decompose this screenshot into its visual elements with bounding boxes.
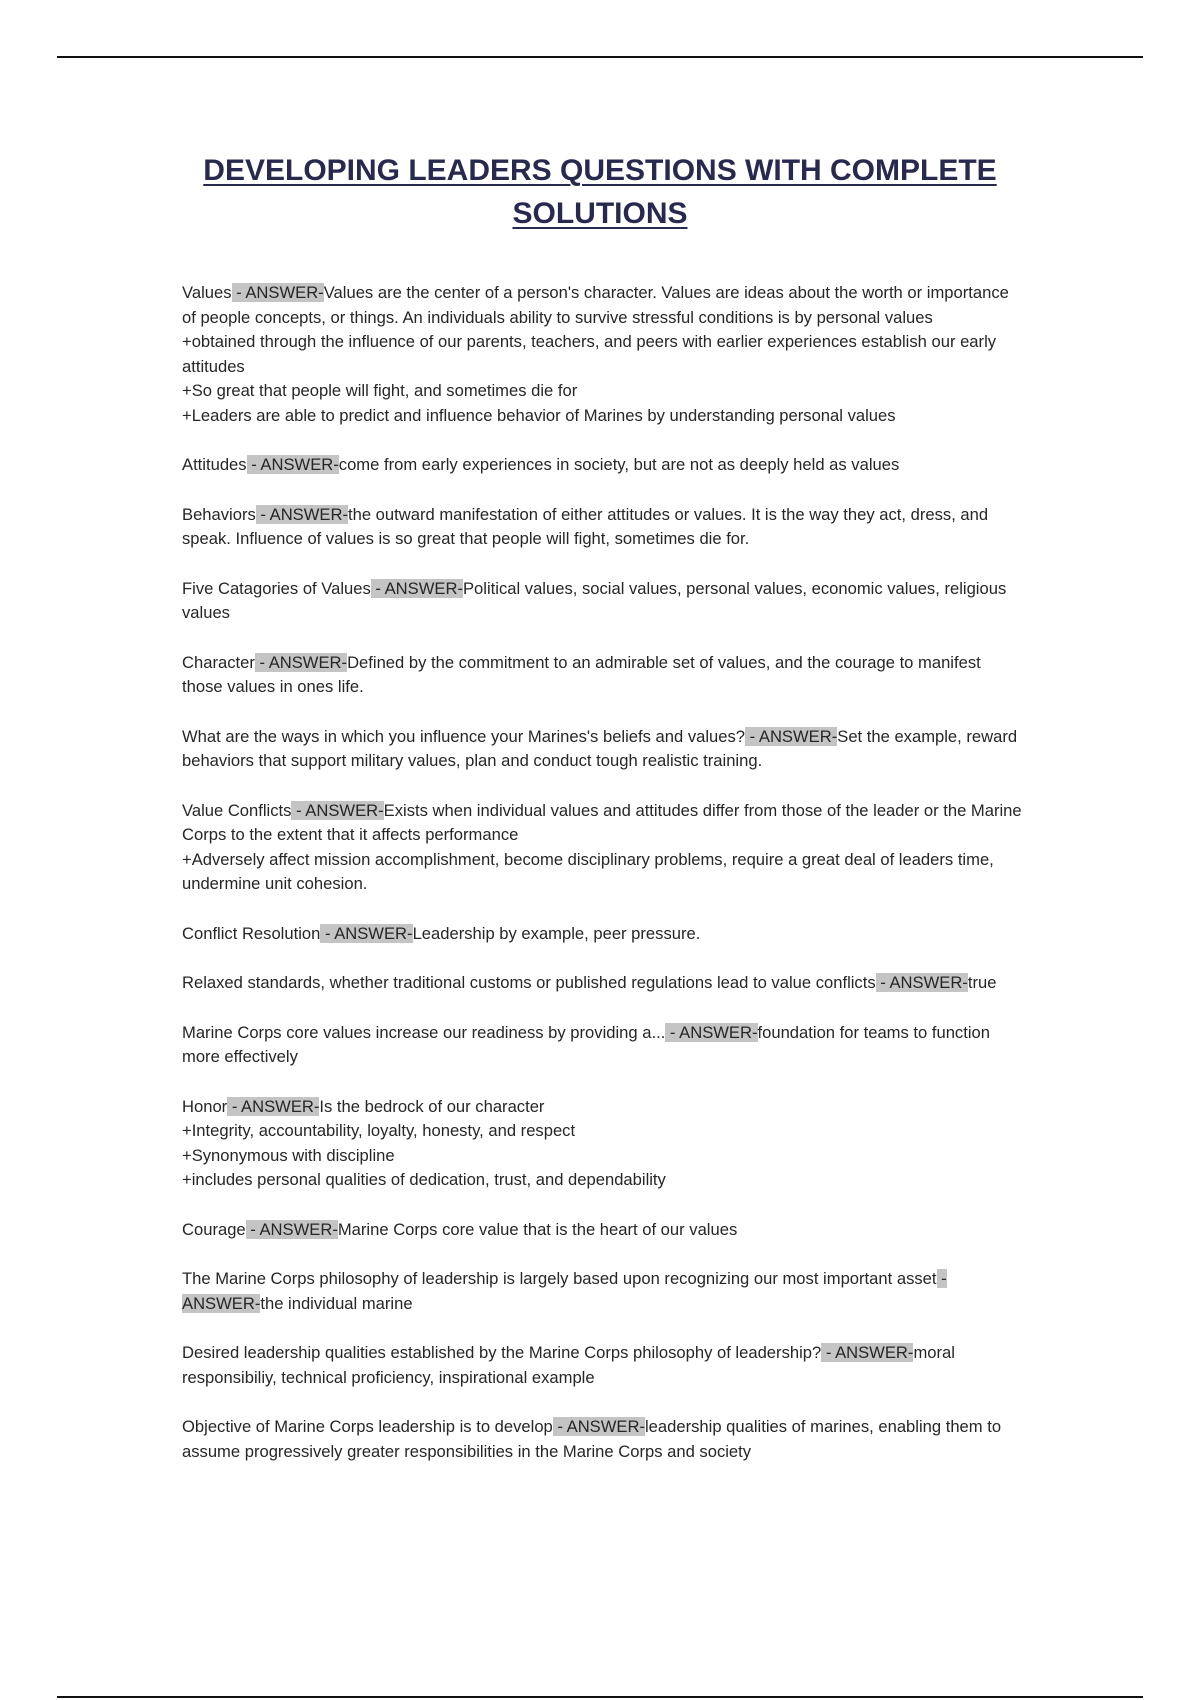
answer-extra-line: +So great that people will fight, and sometimes die for xyxy=(182,381,578,400)
question-text: What are the ways in which you influence your Marines's beliefs and values? xyxy=(182,726,746,746)
qa-item xyxy=(182,651,1022,700)
answer-text: Is the bedrock of our character xyxy=(319,1096,545,1116)
answer-extra-line: +Adversely affect mission accomplishment, become disciplinary problems, require a great deal of leaders time, undermine unit cohesion. xyxy=(182,849,994,893)
question-text: Behaviors xyxy=(182,504,256,524)
answer-text: Defined by the commitment to an admirable set of values, and the courage to manifest those values in ones life. xyxy=(182,652,981,696)
bottom-rule xyxy=(57,1696,1143,1698)
qa-first-line xyxy=(182,1218,1022,1243)
answer-text: true xyxy=(967,973,997,992)
question-text: Courage xyxy=(182,1219,246,1239)
question-text: Character xyxy=(182,652,255,672)
answer-tag: - ANSWER- xyxy=(291,800,384,820)
answer-tag: - ANSWER- xyxy=(320,923,413,943)
answer-text: foundation for teams to function more effectively xyxy=(182,1022,990,1066)
qa-first-line xyxy=(182,971,1022,996)
answer-extra-line: +Synonymous with discipline xyxy=(182,1145,395,1165)
top-rule xyxy=(57,56,1143,58)
title-line-2: SOLUTIONS xyxy=(512,197,688,230)
question-text: Conflict Resolution xyxy=(182,923,321,943)
answer-text: moral responsibiliy, technical proficiency, inspirational example xyxy=(182,1343,955,1387)
qa-item xyxy=(182,971,1022,996)
answer-text: Leadership by example, peer pressure. xyxy=(412,923,701,943)
qa-list xyxy=(182,281,1022,1489)
question-text: Five Catagories of Values xyxy=(182,578,371,598)
question-text: The Marine Corps philosophy of leadership is largely based upon recognizing our most important asset xyxy=(182,1269,937,1288)
answer-tag: - ANSWER- xyxy=(245,1219,338,1239)
answer-tag: - ANSWER- xyxy=(665,1022,758,1042)
title-line-1: DEVELOPING LEADERS QUESTIONS WITH COMPLETE xyxy=(203,154,997,187)
answer-tag: - ANSWER- xyxy=(745,726,838,746)
answer-tag: - ANSWER- xyxy=(255,504,348,524)
answer-text: Values are the center of a person's character. Values are ideas about the worth or importance of people concepts, or things. An individuals ability to survive stressful conditions is by personal values xyxy=(182,283,1009,327)
answer-tag: - ANSWER- xyxy=(254,652,348,672)
qa-item xyxy=(182,725,1022,774)
answer-tag: - ANSWER- xyxy=(231,283,324,302)
answer-text: Exists when individual values and attitudes differ from those of the leader or the Marine Corps to the extent that it affects performance xyxy=(182,800,1022,844)
answer-text: Political values, social values, personal values, economic values, religious values xyxy=(182,578,1007,622)
qa-first-line xyxy=(182,1415,1022,1464)
answer-extra-line: +Integrity, accountability, loyalty, honesty, and respect xyxy=(182,1121,576,1140)
answer-text: come from early experiences in society, but are not as deeply held as values xyxy=(338,455,900,474)
qa-item xyxy=(182,1021,1022,1070)
answer-text: the outward manifestation of either attitudes or values. It is the way they act, dress, and speak. Influence of values is so great that people will fight, sometimes die for. xyxy=(182,504,989,548)
qa-first-line xyxy=(182,651,1022,700)
question-text: Value Conflicts xyxy=(182,800,292,820)
qa-item xyxy=(182,503,1022,552)
qa-item xyxy=(182,1267,1022,1316)
qa-item xyxy=(182,1341,1022,1390)
answer-text: Marine Corps core value that is the heart of our values xyxy=(337,1219,738,1239)
qa-first-line xyxy=(182,1021,1022,1070)
question-text: Desired leadership qualities established by the Marine Corps philosophy of leadership? xyxy=(182,1343,822,1362)
qa-item xyxy=(182,799,1022,897)
answer-text: the individual marine xyxy=(260,1293,413,1313)
answer-tag: - ANSWER- xyxy=(552,1417,645,1436)
question-text: Marine Corps core values increase our readiness by providing a... xyxy=(182,1022,666,1042)
answer-tag: - ANSWER- xyxy=(227,1096,320,1116)
question-text: Attitudes xyxy=(182,455,247,474)
answer-tag: - ANSWER- xyxy=(875,973,968,992)
qa-first-line xyxy=(182,503,1022,552)
qa-first-line xyxy=(182,453,1022,478)
qa-first-line xyxy=(182,281,1022,330)
qa-item xyxy=(182,453,1022,478)
document-title xyxy=(120,149,1080,235)
qa-item xyxy=(182,1218,1022,1243)
answer-tag: - ANSWER- xyxy=(370,578,463,598)
qa-item xyxy=(182,577,1022,626)
answer-tag: - ANSWER- xyxy=(821,1343,914,1362)
answer-extra-line: +obtained through the influence of our parents, teachers, and peers with earlier experiences establish our early attitudes xyxy=(182,332,997,376)
qa-first-line xyxy=(182,1267,1022,1316)
answer-extra-line: +includes personal qualities of dedication, trust, and dependability xyxy=(182,1170,666,1189)
question-text: Objective of Marine Corps leadership is to develop xyxy=(182,1417,553,1436)
answer-extra-line: +Leaders are able to predict and influence behavior of Marines by understanding personal values xyxy=(182,405,896,425)
qa-first-line xyxy=(182,799,1022,848)
qa-first-line xyxy=(182,725,1022,774)
question-text: Relaxed standards, whether traditional customs or published regulations lead to value conflicts xyxy=(182,973,876,992)
answer-text: leadership qualities of marines, enabling them to assume progressively greater responsibilities in the Marine Corps and society xyxy=(182,1417,1002,1461)
question-text: Honor xyxy=(182,1096,228,1116)
qa-item xyxy=(182,1415,1022,1464)
qa-item xyxy=(182,281,1022,428)
answer-tag: - ANSWER- xyxy=(246,455,339,474)
question-text: Values xyxy=(182,283,232,302)
qa-first-line xyxy=(182,1341,1022,1390)
answer-tag: - ANSWER- xyxy=(182,1269,947,1313)
qa-first-line xyxy=(182,577,1022,626)
qa-first-line xyxy=(182,1095,1022,1120)
qa-item xyxy=(182,1095,1022,1193)
answer-text: Set the example, reward behaviors that support military values, plan and conduct tough realistic training. xyxy=(182,726,1018,770)
qa-item xyxy=(182,922,1022,947)
qa-first-line xyxy=(182,922,1022,947)
